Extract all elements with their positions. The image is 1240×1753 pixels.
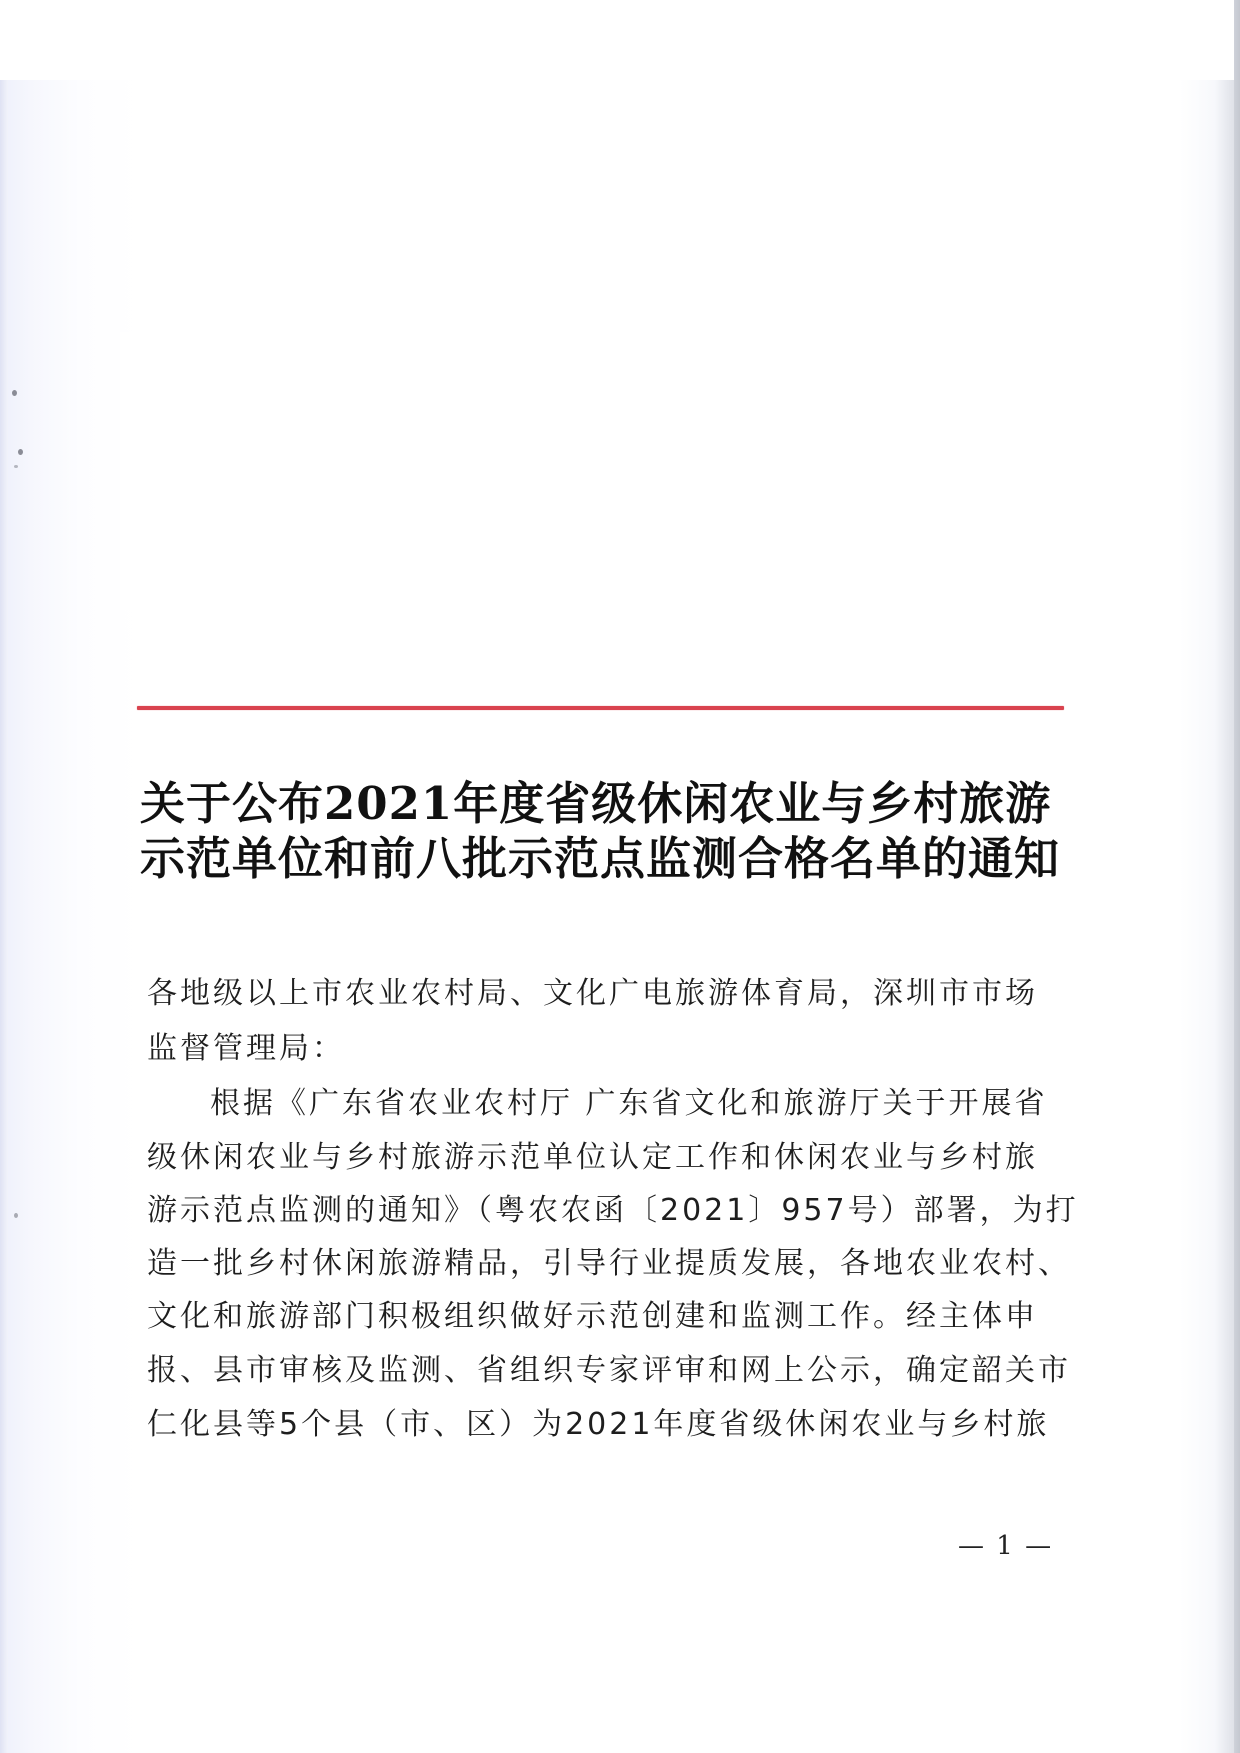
redacted-letterhead (120, 332, 1103, 610)
title-line-1: 关于公布2021年度省级休闲农业与乡村旅游 (140, 777, 1052, 830)
binding-hole-mark (14, 1213, 18, 1218)
addressee-line-2: 监督管理局： (147, 1031, 345, 1066)
paragraph-line-2: 级休闲农业与乡村旅游示范单位认定工作和休闲农业与乡村旅 (147, 1140, 1038, 1175)
paragraph-line-3: 游示范点监测的通知》（粤农农函〔2021〕957号）部署，为打 (147, 1193, 1079, 1228)
paragraph-line-1: 根据《广东省农业农村厅 广东省文化和旅游厅关于开展省 (210, 1086, 1048, 1121)
document-title (140, 776, 1080, 886)
binding-hole-mark (18, 449, 23, 455)
binding-hole-mark (12, 390, 17, 396)
title-line-2: 示范单位和前八批示范点监测合格名单的通知 (140, 832, 1061, 885)
paragraph-line-4: 造一批乡村休闲旅游精品，引导行业提质发展，各地农业农村、 (147, 1246, 1071, 1281)
page-number: — 1 — (958, 1531, 1054, 1561)
binding-hole-mark (14, 465, 18, 468)
paragraph-line-5: 文化和旅游部门积极组织做好示范创建和监测工作。经主体申 (147, 1299, 1038, 1334)
paragraph-line-7: 仁化县等5个县（市、区）为2021年度省级休闲农业与乡村旅 (147, 1407, 1050, 1442)
left-scan-edge (0, 80, 8, 1753)
page-top-margin (0, 0, 1240, 80)
addressee-line-1: 各地级以上市农业农村局、文化广电旅游体育局，深圳市市场 (147, 976, 1038, 1011)
paragraph-line-6: 报、县市审核及监测、省组织专家评审和网上公示，确定韶关市 (147, 1353, 1071, 1388)
right-scan-edge (1234, 0, 1240, 1753)
red-header-rule (137, 706, 1064, 710)
